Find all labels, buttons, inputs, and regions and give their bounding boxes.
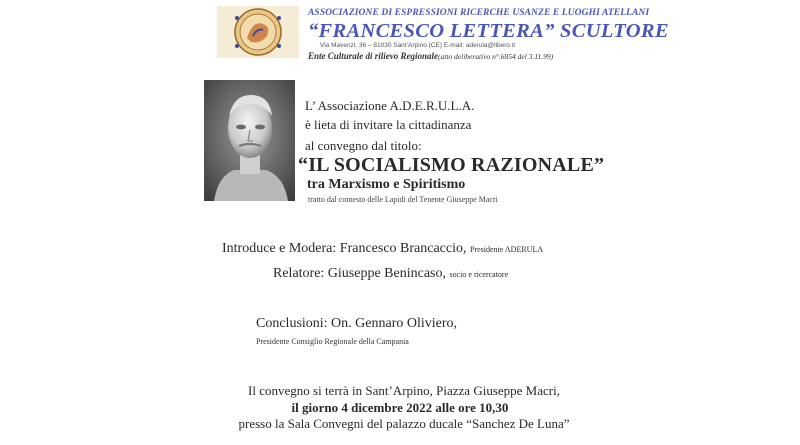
ente-delibera: (atto deliberativo n°.6854 del 3.11.99) [438,52,554,61]
speaker-line [273,266,508,282]
association-line: ASSOCIAZIONE DI ESPRESSIONI RICERCHE USANZE E LUOGHI ATELLANI [308,8,650,18]
venue-line-3: presso la Sala Convegni del palazzo ducale “Sanchez De Luna” [238,416,570,431]
moderator-role: Presidente ADERULA [470,245,544,254]
invitation-line-2: è lieta di invitare la cittadinanza [305,117,472,132]
address-line: Via Mavenzi, 36 – 81030 Sant’Arpino (CE) E-mail: aderula@libero.it [320,42,516,49]
invitation-line-1: L’ Associazione A.D.E.R.U.L.A. [305,98,475,113]
speaker-role: socio e ricercatore [449,270,509,279]
event-subtitle: tra Marxismo e Spiritismo [307,177,466,192]
conclusions-role: Presidente Consiglio Regionale della Campania [256,337,409,346]
venue-date-line: il giorno 4 dicembre 2022 alle ore 10,30 [291,400,509,415]
association-logo [217,6,299,58]
event-title: “IL SOCIALISMO RAZIONALE” [298,154,605,176]
shield-emblem-icon [217,6,299,58]
portrait-image [204,80,295,201]
venue-line-1: Il convegno si terrà in Sant’Arpino, Piazza Giuseppe Macri, [248,383,560,398]
moderator-label: Introduce e Modera: Francesco Brancaccio, [222,241,467,256]
ente-line [308,51,553,61]
organization-name: “FRANCESCO LETTERA” SCULTORE [308,20,669,42]
conclusions-line: Conclusioni: On. Gennaro Oliviero, [256,316,458,331]
ente-label: Ente Culturale di rilievo Regionale [308,51,439,61]
moderator-line [222,241,543,257]
event-subtitle-note: tratto dal contesto delle Lapidi del Tenente Giuseppe Macri [308,195,498,204]
invitation-line-3: al convegno dal titolo: [305,138,422,153]
speaker-label: Relatore: Giuseppe Benincaso, [273,266,447,281]
